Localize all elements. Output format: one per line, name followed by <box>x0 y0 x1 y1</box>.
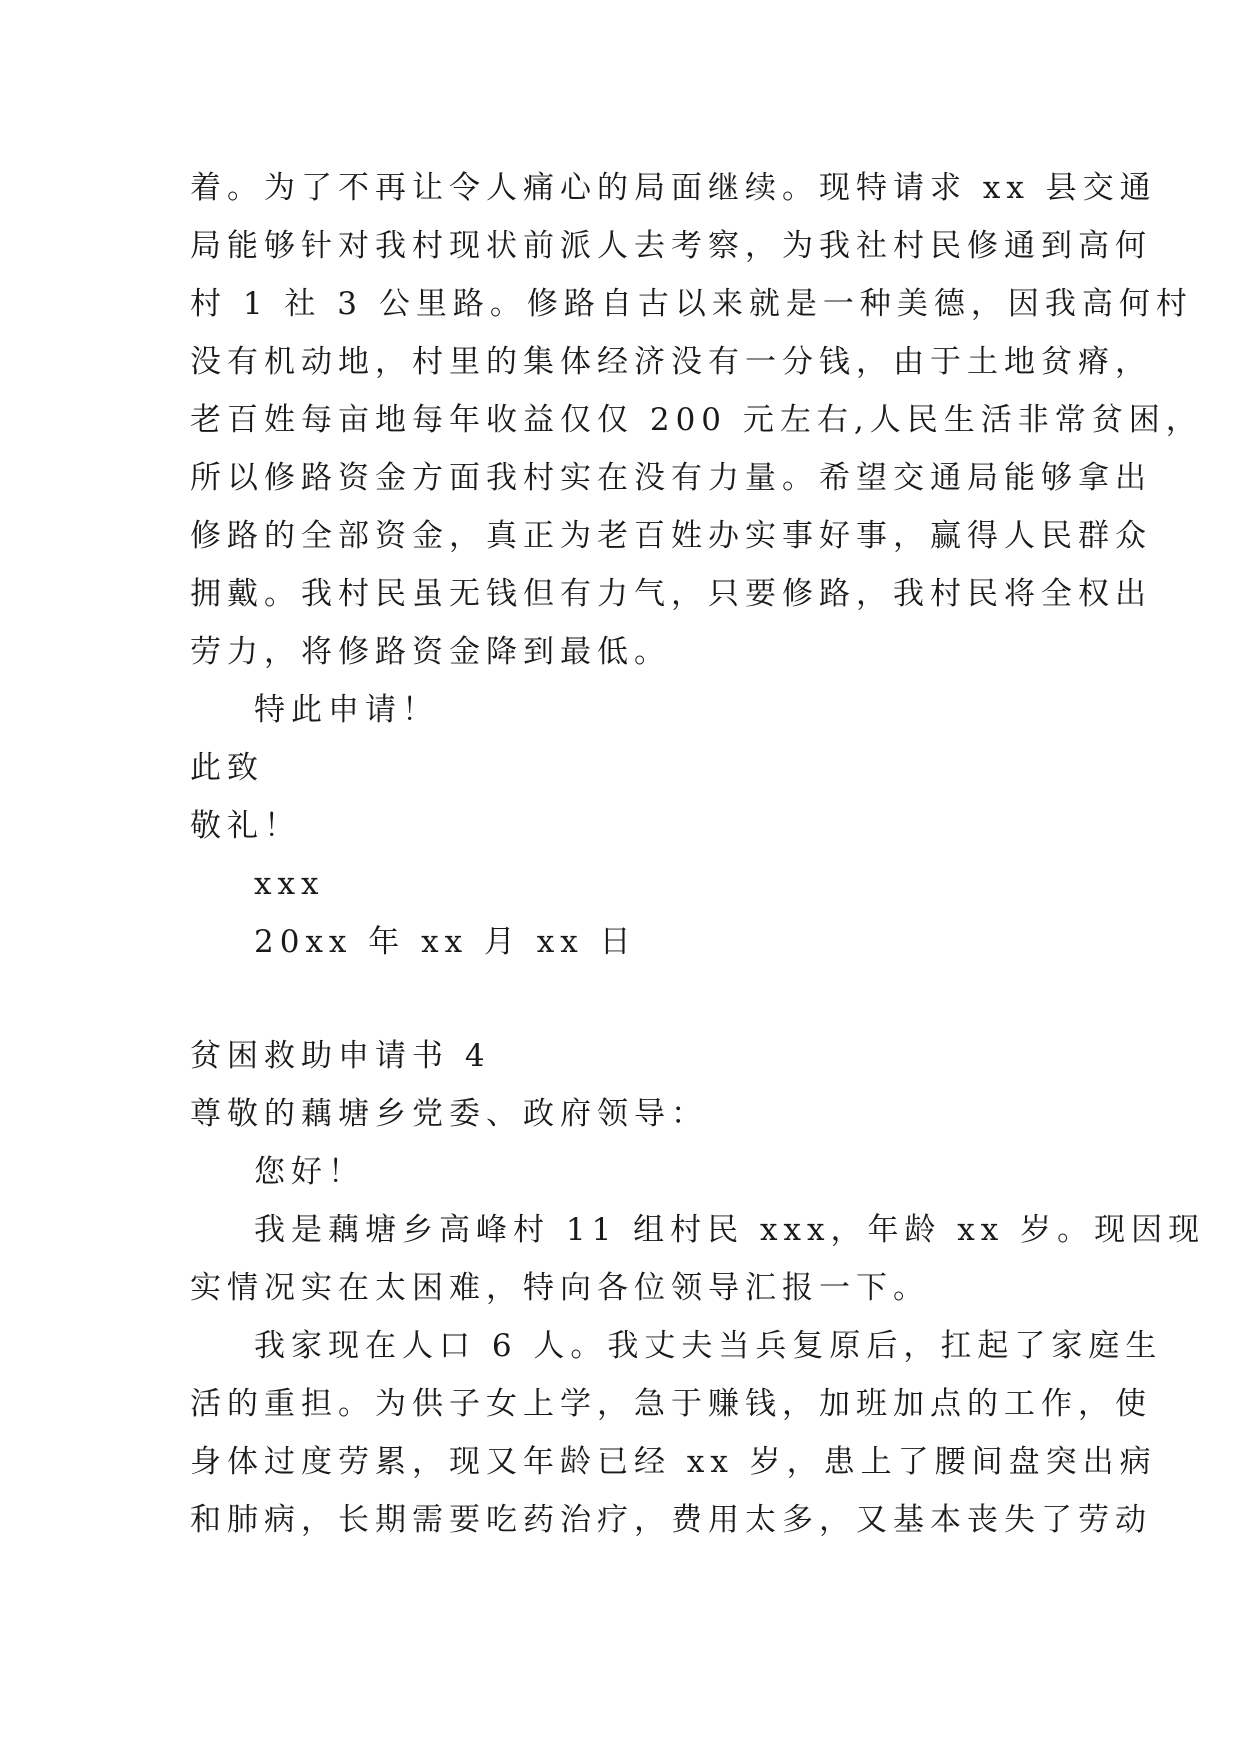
body-line: 着。为了不再让令人痛心的局面继续。现特请求 xx 县交通 <box>190 170 1157 206</box>
body-line: 村 1 社 3 公里路。修路自古以来就是一种美德，因我高何村 <box>190 286 1193 322</box>
greeting-line: 您好！ <box>254 1154 365 1190</box>
body-line: 活的重担。为供子女上学，急于赚钱，加班加点的工作，使 <box>190 1386 1152 1422</box>
recipient-line: 尊敬的藕塘乡党委、政府领导： <box>190 1096 708 1132</box>
signature-name: xxx <box>254 866 325 902</box>
body-line: 和肺病，长期需要吃药治疗，费用太多，又基本丧失了劳动 <box>190 1502 1152 1538</box>
body-line: 修路的全部资金，真正为老百姓办实事好事，赢得人民群众 <box>190 518 1152 554</box>
body-line: 所以修路资金方面我村实在没有力量。希望交通局能够拿出 <box>190 460 1152 496</box>
body-line: 局能够针对我村现状前派人去考察，为我社村民修通到高何 <box>190 228 1152 264</box>
closing-request: 特此申请！ <box>254 692 439 728</box>
body-line: 劳力，将修路资金降到最低。 <box>190 634 671 670</box>
salutation-line: 敬礼！ <box>190 808 301 844</box>
body-line: 老百姓每亩地每年收益仅仅 200 元左右,人民生活非常贫困， <box>190 402 1203 438</box>
body-line: 我家现在人口 6 人。我丈夫当兵复原后，扛起了家庭生 <box>254 1328 1163 1364</box>
signature-date: 20xx 年 xx 月 xx 日 <box>254 924 637 960</box>
section-title: 贫困救助申请书 4 <box>190 1038 491 1074</box>
salutation-line: 此致 <box>190 750 264 786</box>
body-line: 没有机动地，村里的集体经济没有一分钱，由于土地贫瘠， <box>190 344 1152 380</box>
body-line: 实情况实在太困难，特向各位领导汇报一下。 <box>190 1270 930 1306</box>
body-line: 身体过度劳累，现又年龄已经 xx 岁，患上了腰间盘突出病 <box>190 1444 1157 1480</box>
body-line: 我是藕塘乡高峰村 11 组村民 xxx，年龄 xx 岁。现因现 <box>254 1212 1206 1248</box>
body-line: 拥戴。我村民虽无钱但有力气，只要修路，我村民将全权出 <box>190 576 1152 612</box>
